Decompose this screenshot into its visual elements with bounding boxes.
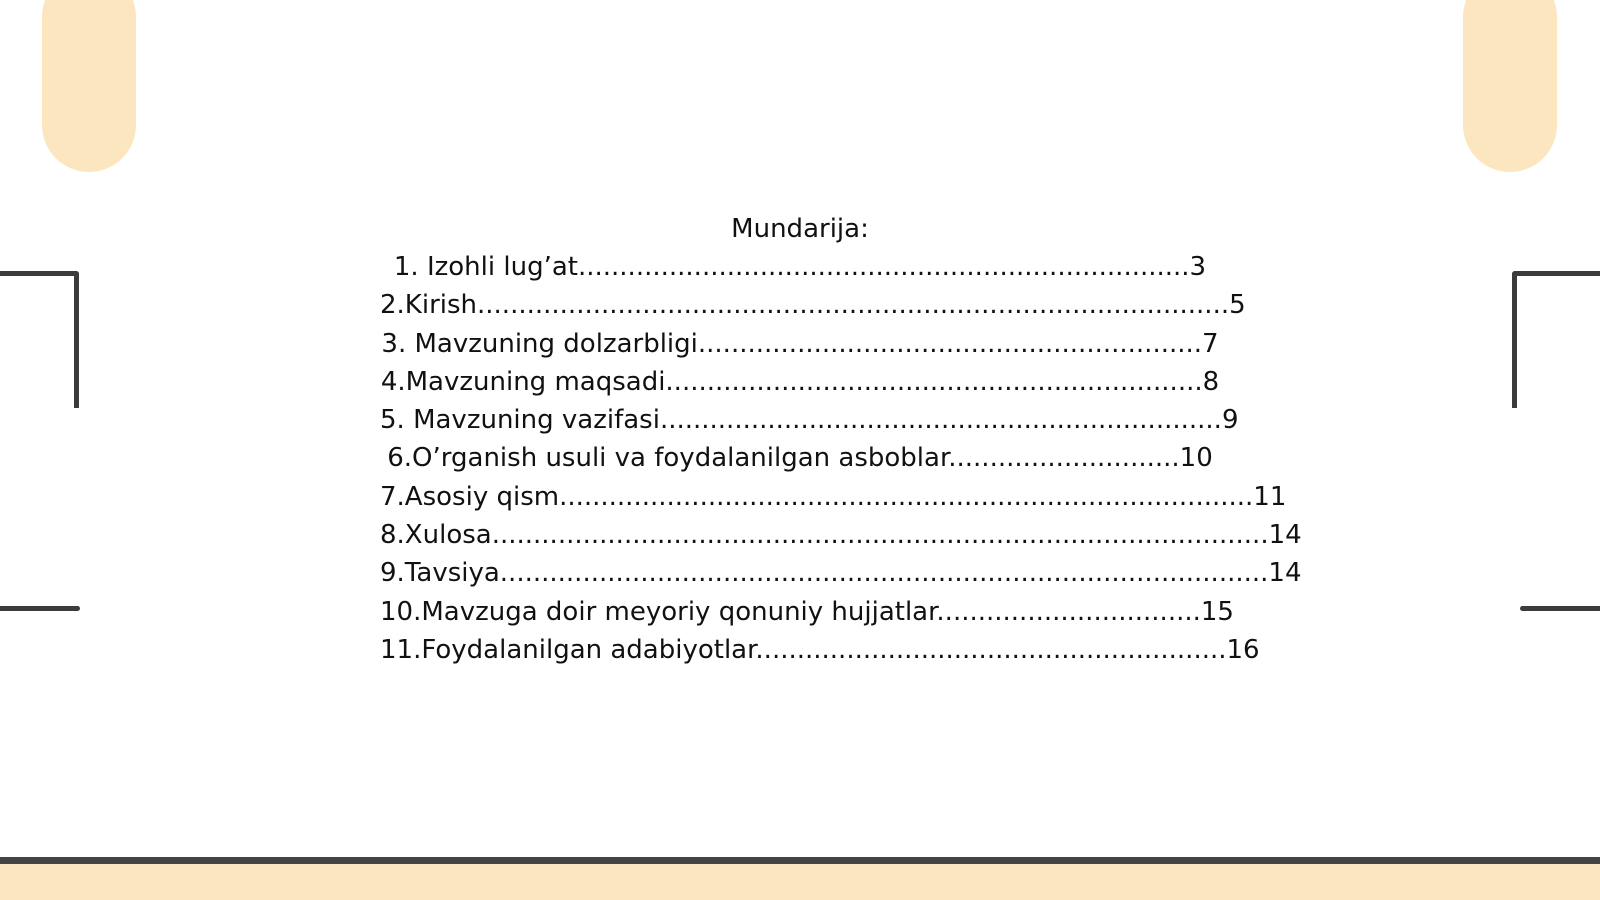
frame-dash-left [0,606,80,611]
toc-item-2: 2.Kirish...........................................................................................5 [380,290,1246,321]
bottom-accent-band [0,864,1600,900]
toc-item-9: 9.Tavsiya.............................................................................................14 [380,558,1302,589]
table-of-contents [380,210,1302,669]
toc-item-6: 6.O’rganish usuli va foydalanilgan asboblar............................10 [387,443,1213,474]
toc-item-10: 10.Mavzuga doir meyoriy qonuniy hujjatlar................................15 [380,596,1234,627]
toc-item-7: 7.Asosiy qism....................................................................................11 [380,481,1287,512]
toc-item-3: 3. Mavzuning dolzarbligi.............................................................7 [381,328,1219,359]
toc-title: Mundarija: [731,214,869,244]
decorative-pill-left [42,0,136,172]
toc-item-11: 11.Foydalanilgan adabiyotlar.........................................................16 [380,634,1260,665]
toc-item-8: 8.Xulosa..............................................................................................14 [380,520,1302,551]
frame-bracket-left [0,271,79,408]
frame-dash-right [1520,606,1600,611]
toc-item-5: 5. Mavzuning vazifasi....................................................................9 [380,405,1239,436]
toc-item-1: 1. Izohli lug’at..........................................................................3 [393,252,1207,282]
bottom-divider-line [0,857,1600,864]
decorative-pill-right [1463,0,1557,172]
frame-bracket-right [1512,271,1600,408]
toc-item-4: 4.Mavzuning maqsadi.................................................................8 [380,366,1220,397]
